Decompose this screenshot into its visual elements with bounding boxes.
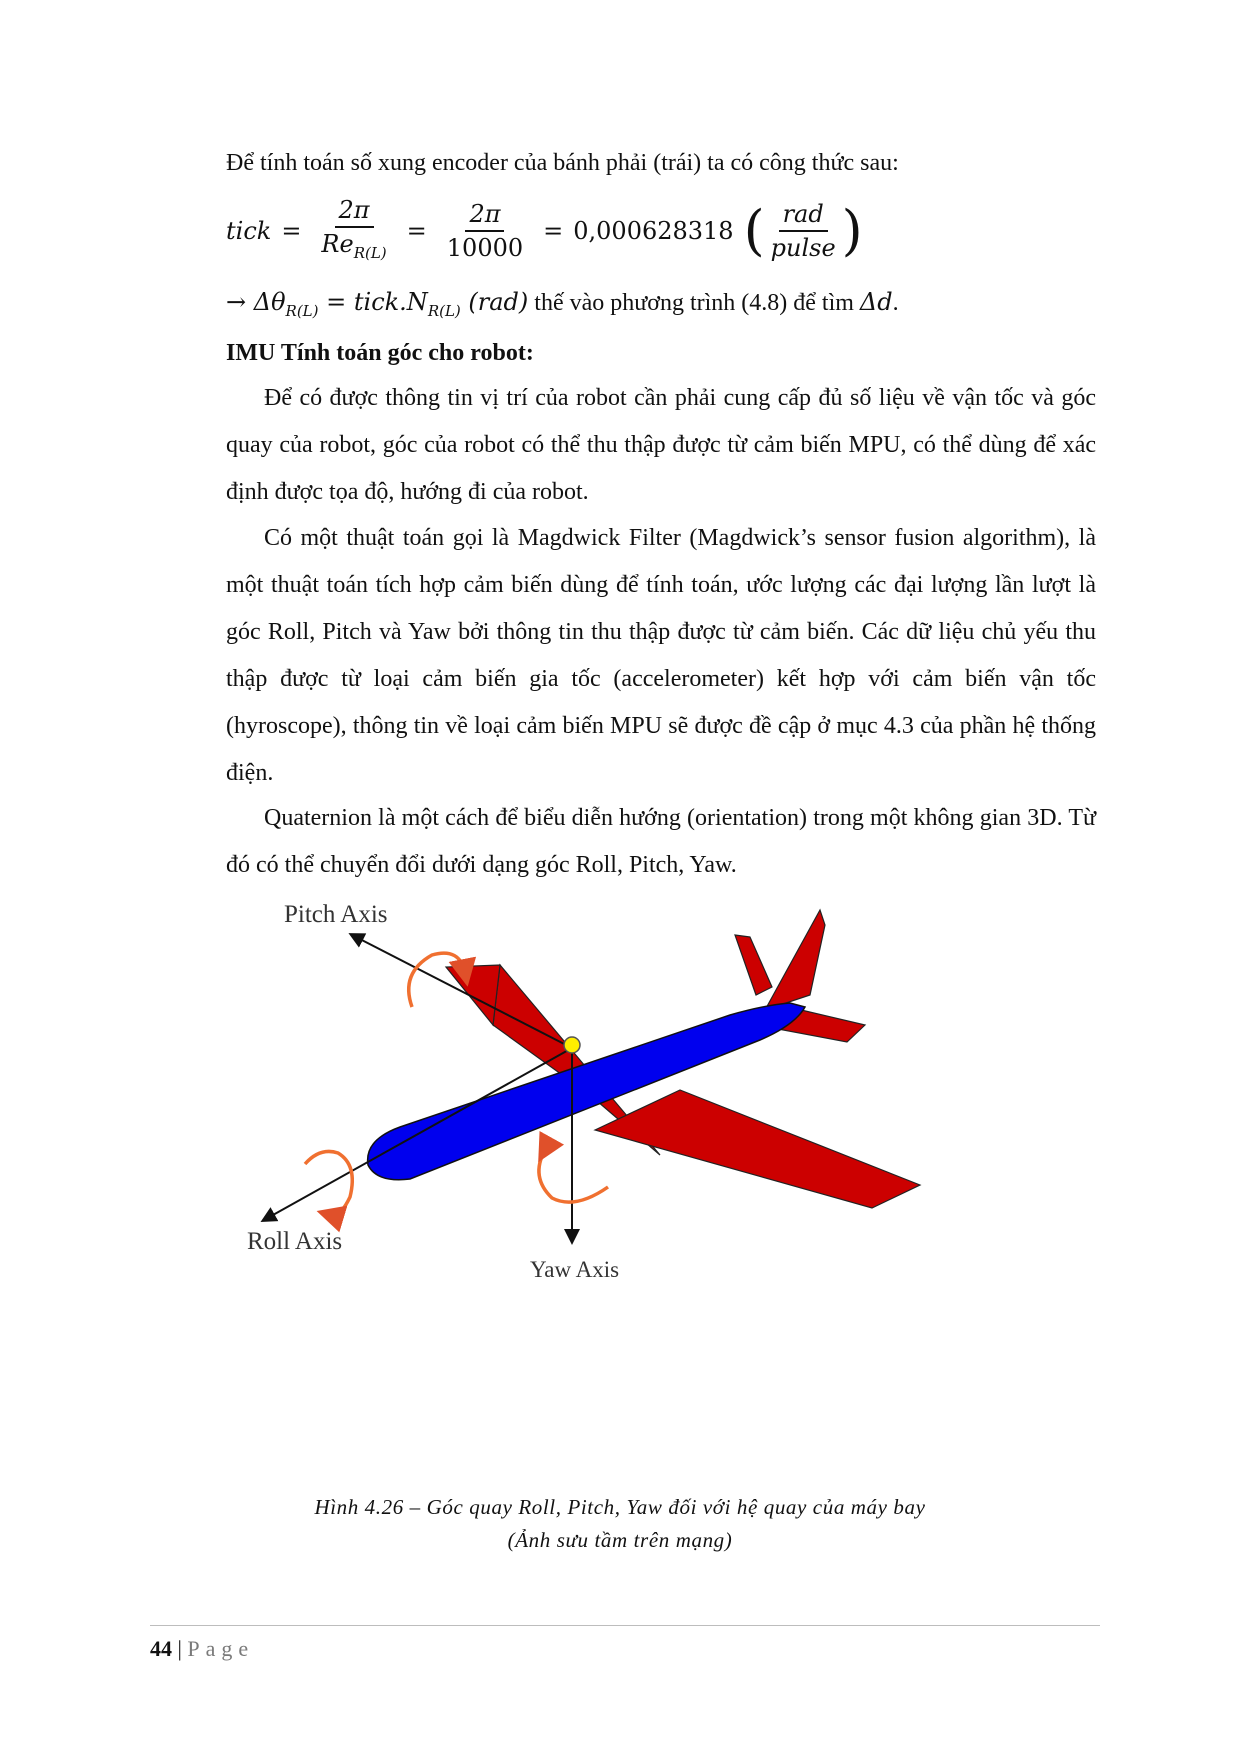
page-word: Page [187,1636,255,1661]
rad-unit: (rad) [460,288,529,316]
fraction-1-den [317,228,390,267]
roll-axis-line [264,1048,572,1220]
pitch-axis-label: Pitch Axis [284,901,388,928]
yaw-rotation-icon [539,1150,608,1202]
delta-end: . [892,290,899,316]
paren-open: ( [743,199,765,263]
intro-text: Để tính toán số xung encoder của bánh phải (trái) ta có công thức sau: [226,150,899,176]
paren-close: ) [841,199,863,263]
paragraph-1: Để có được thông tin vị trí của robot cần phải cung cấp đủ số liệu về vận tốc và góc quay của robot, góc của robot có thể thu thập được từ cảm biến MPU, có thể dùng để xác định được tọa độ, hướng đi của robot. [226,385,1096,505]
delta-d: Δd [859,288,893,316]
airplane-axes-figure [247,901,1040,1445]
paragraph-2: Có một thuật toán gọi là Magdwick Filter (Magdwick’s sensor fusion algorithm), là một thuật toán tích hợp cảm biến dùng để tính toán, ước lượng các đại lượng lần lượt là góc Roll, Pitch và Yaw bởi thông tin thu thập được từ cảm biến. Các dữ liệu chủ yếu thu thập được từ loại cảm biến gia tốc (accelerometer) kết hợp với cảm biến vận tốc (hyroscope), thông tin về loại cảm biến MPU sẽ được đề cập ở mục 4.3 của phần hệ thống điện. [226,525,1096,786]
fraction-1-den-sub: R(L) [353,243,387,262]
fraction-2-den: 10000 [446,234,524,263]
formula-eq-1: = [281,217,302,246]
formula-eq-2: = [406,217,427,246]
footer-separator: | [177,1636,182,1661]
upper-wing-tip [446,965,500,1025]
footer-rule [150,1625,1100,1626]
yaw-axis-label: Yaw Axis [530,1257,620,1282]
figure-caption-source: (Ảnh sưu tầm trên mạng) [507,1528,733,1552]
delta-theta-text: thế vào phương trình (4.8) để tìm [528,290,860,316]
page-number: 44 [150,1636,172,1661]
pitch-axis-line [352,935,572,1048]
center-of-gravity [564,1037,580,1053]
fraction-2-num: 2π [465,200,504,232]
tick-n-sub: R(L) [427,301,461,320]
formula-result: 0,000628318 [573,217,734,246]
roll-axis-label: Roll Axis [247,1228,343,1255]
formula-lhs: tick [226,217,272,246]
tail-fin [765,910,825,1010]
section-heading: IMU Tính toán góc cho robot: [226,340,534,366]
unit-fraction [767,200,840,262]
paragraph-3: Quaternion là một cách để biểu diễn hướng (orientation) trong một không gian 3D. Từ đó có thể chuyển đổi dưới dạng góc Roll, Pitch, Yaw. [226,805,1096,878]
fraction-1-den-main: Re [321,230,354,258]
unit-den: pulse [770,234,836,263]
figure-caption: Hình 4.26 – Góc quay Roll, Pitch, Yaw đối với hệ quay của máy bay [314,1495,926,1519]
airplane-diagram [247,901,1040,1445]
tick-n: = tick.N [318,288,428,316]
delta-theta-sub: R(L) [285,301,319,320]
fraction-1 [317,196,390,267]
fraction-1-num: 2π [335,196,374,228]
lower-wing [595,1090,920,1208]
tick-formula [226,196,863,267]
page-footer [150,1636,254,1662]
tail-stabilizer-far [735,935,772,995]
formula-eq-3: = [543,217,564,246]
delta-theta: → Δθ [226,288,286,316]
unit-num: rad [779,200,828,232]
fraction-2 [443,200,527,262]
delta-theta-line [226,288,899,320]
